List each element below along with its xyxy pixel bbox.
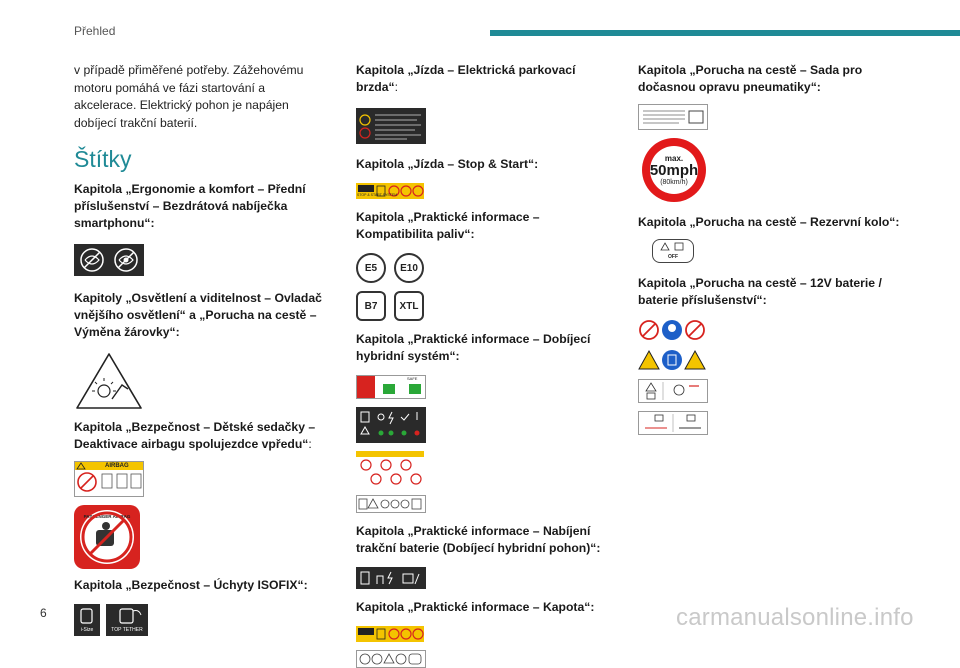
fuel-row-2 xyxy=(356,291,618,321)
bonnet-warning-label xyxy=(356,650,426,668)
fuel-e10-label: E10 xyxy=(394,253,424,283)
isize-label xyxy=(74,604,100,636)
caption-nabijeni: Kapitola „Praktické informace – Nabíjení trakční baterie (Dobíjecí hybridní pohon)“: xyxy=(356,524,601,555)
section-title: Štítky xyxy=(74,146,132,173)
passenger-airbag-text: PASSENGER AIRBAG xyxy=(83,514,131,520)
hybrid-system-label-1 xyxy=(356,375,426,399)
caption-colon: : xyxy=(394,80,398,94)
speed-value-text: 50mph xyxy=(649,161,699,179)
charging-label xyxy=(356,567,426,589)
battery-warning-row-1 xyxy=(638,319,908,341)
safe-text: SAFE xyxy=(407,376,418,381)
hybrid-status-icons xyxy=(357,408,425,442)
column-right xyxy=(638,62,908,435)
caption-ergonomie: Kapitola „Ergonomie a komfort – Přední příslušenství – Bezdrátová nabíječka smartphonu“: xyxy=(74,182,306,231)
caption-jizda-brzda xyxy=(356,62,618,96)
caption-bezpecnost-isofix: Kapitola „Bezpečnost – Úchyty ISOFIX“: xyxy=(74,578,308,593)
watermark: carmanualsonline.info xyxy=(676,604,914,631)
speed-limit-sign-inner xyxy=(650,146,698,194)
stop-start-label xyxy=(356,183,424,199)
wireless-charger-icon xyxy=(75,245,143,275)
no-child-seat-icon xyxy=(80,510,134,564)
battery-label-3 xyxy=(638,379,708,403)
top-tether-text: TOP TETHER xyxy=(111,627,143,634)
spare-wheel-label xyxy=(652,239,694,263)
wireless-charger-label xyxy=(74,244,144,276)
speed-kmh-text: (80km/h) xyxy=(660,178,688,186)
caption-kompatibilita: Kapitola „Praktické informace – Kompatibilita paliv“: xyxy=(356,210,540,241)
caption-dobijeci: Kapitola „Praktické informace – Dobíjecí hybridní systém“: xyxy=(356,332,591,363)
fuel-b7-label: B7 xyxy=(356,291,386,321)
battery-warning-row-2 xyxy=(638,349,908,371)
caption-bezpecnost-airbag xyxy=(74,419,324,453)
off-text: OFF xyxy=(668,254,678,260)
battery-label-4-graphic xyxy=(639,412,707,434)
fuel-row-1 xyxy=(356,253,618,283)
battery-hazard-icons xyxy=(638,349,706,371)
caption-rezerva: Kapitola „Porucha na cestě – Rezervní kolo“: xyxy=(638,215,900,229)
passenger-airbag-sign xyxy=(74,505,140,569)
hybrid-system-label-3 xyxy=(356,451,424,487)
battery-label-3-graphic xyxy=(639,380,707,402)
column-middle xyxy=(356,62,618,668)
caption-baterie12: Kapitola „Porucha na cestě – 12V baterie / baterie příslušenství“: xyxy=(638,276,882,307)
fuel-xtl-label: XTL xyxy=(394,291,424,321)
hybrid-warning-icons xyxy=(356,451,424,487)
speed-limit-sign xyxy=(642,138,706,202)
battery-label-4 xyxy=(638,411,708,435)
caption-jizda-stop: Kapitola „Jízda – Stop & Start“: xyxy=(356,157,539,171)
speed-max-text: max. xyxy=(664,153,684,163)
top-tether-label xyxy=(106,604,148,636)
top-tether-seat-icon xyxy=(107,605,147,627)
isize-text: i-Size xyxy=(80,627,94,634)
fuel-e5-label: E5 xyxy=(356,253,386,283)
battery-prohibition-icons xyxy=(638,319,706,341)
isofix-labels xyxy=(74,604,324,636)
caption-osvetleni: Kapitoly „Osvětlení a viditelnost – Ovladač vnějšího osvětlení“ a „Porucha na cestě – Výměna žárovky“: xyxy=(74,291,322,340)
spare-wheel-icon xyxy=(653,240,693,254)
caption-bezpecnost-airbag-text: Kapitola „Bezpečnost – Dětské sedačky – Deaktivace airbagu spolujezdce vpředu“ xyxy=(74,420,316,452)
hybrid-system-label-4 xyxy=(356,495,426,513)
isize-seat-icon xyxy=(75,605,99,627)
airbag-deactivation-label xyxy=(74,461,144,497)
caption-kapota: Kapitola „Praktické informace – Kapota“: xyxy=(356,600,595,614)
header-title: Přehled xyxy=(74,24,116,38)
header-accent-bar xyxy=(490,30,960,36)
parking-brake-graphic xyxy=(357,109,425,143)
bulb-warning-label xyxy=(74,351,144,411)
hybrid-small-icons xyxy=(357,496,425,512)
tyre-kit-graphic xyxy=(639,105,707,129)
airbag-text: AIRBAG xyxy=(105,463,129,470)
intro-paragraph: v případě přiměřené potřeby. Zážehovému motoru pomáhá ve fázi startování a akcelerace. Elektrický pohon je napájen dobíjecí trakční baterií. xyxy=(74,63,304,130)
hybrid-system-label-2 xyxy=(356,407,426,443)
tyre-kit-label xyxy=(638,104,708,130)
charging-icons xyxy=(357,568,425,588)
hot-bulb-warning-icon xyxy=(74,351,144,411)
caption-jizda-brzda-text: Kapitola „Jízda – Elektrická parkovací brzda“ xyxy=(356,63,576,94)
column-left xyxy=(74,62,324,636)
bonnet-warning-icons xyxy=(357,651,425,667)
caption-sada: Kapitola „Porucha na cestě – Sada pro dočasnou opravu pneumatiky“: xyxy=(638,63,863,94)
parking-brake-label xyxy=(356,108,426,144)
caption-colon: : xyxy=(308,437,312,452)
page-number: 6 xyxy=(40,606,47,620)
stop-start-text: STOP & START SYSTEM xyxy=(357,193,398,197)
